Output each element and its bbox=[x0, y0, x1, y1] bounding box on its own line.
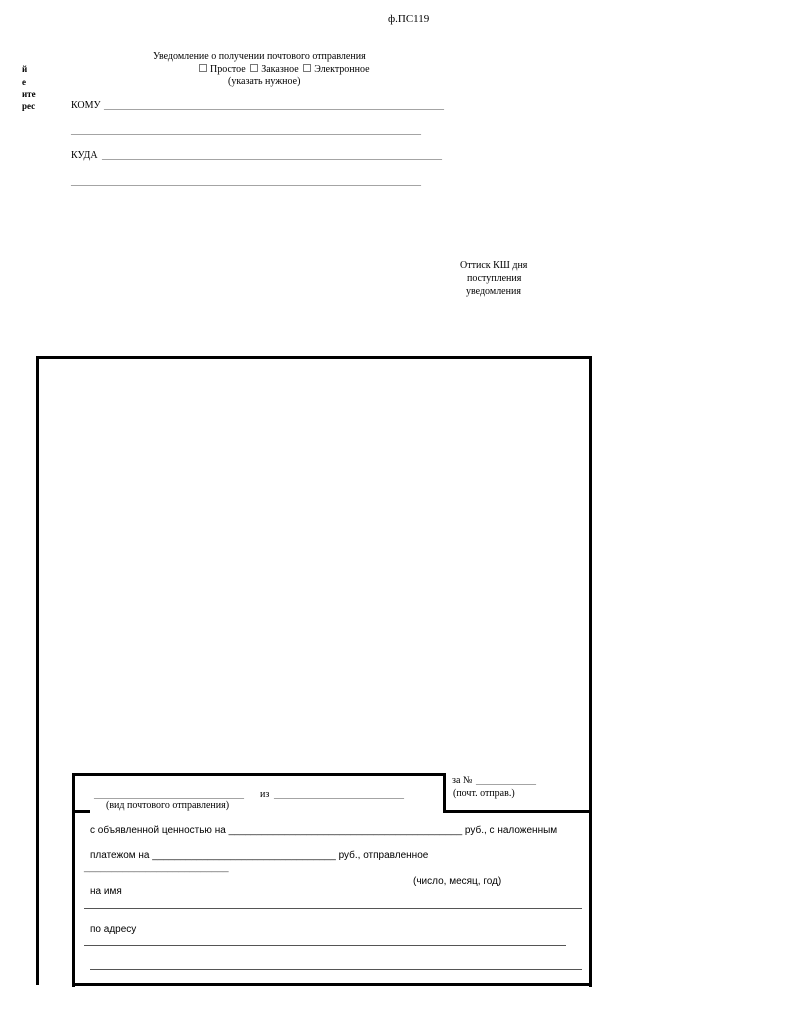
option-simple: Простое bbox=[210, 64, 246, 75]
item-type-line[interactable]: ______________________________ bbox=[94, 789, 244, 800]
where-line[interactable]: ____________________________________________________________________ bbox=[102, 150, 442, 161]
mail-type-options bbox=[197, 64, 370, 75]
cod-payment-row: платежом на _________________________________ руб., отправленное bbox=[90, 850, 429, 861]
option-registered: Заказное bbox=[261, 64, 299, 75]
date-line[interactable]: __________________________ bbox=[84, 862, 229, 873]
number-hint: (почт. отправ.) bbox=[453, 788, 515, 799]
name-line[interactable] bbox=[84, 908, 582, 909]
stamp-line-3: уведомления bbox=[466, 286, 521, 297]
where-line-2[interactable]: ______________________________________________________________________ bbox=[71, 176, 421, 187]
margin-fragment: рес bbox=[22, 101, 36, 111]
checkbox-registered[interactable] bbox=[250, 64, 258, 72]
where-label: КУДА bbox=[71, 150, 98, 161]
checkbox-simple[interactable] bbox=[199, 64, 207, 72]
frame-right-border bbox=[589, 356, 592, 987]
panel-divider bbox=[443, 773, 446, 813]
from-label: из bbox=[260, 789, 270, 800]
frame-left-border bbox=[36, 356, 39, 985]
panel-top-border bbox=[72, 773, 446, 776]
stamp-line-1: Оттиск КШ дня bbox=[460, 260, 528, 271]
address-line-2[interactable] bbox=[90, 969, 582, 970]
declared-value-row: с объявленной ценностью на __________________________________________ руб., с наложенным bbox=[90, 825, 558, 836]
to-label: КОМУ bbox=[71, 100, 101, 111]
to-line-2[interactable]: ______________________________________________________________________ bbox=[71, 125, 421, 136]
address-label: по адресу bbox=[90, 924, 137, 935]
number-line[interactable]: ____________ bbox=[476, 775, 536, 786]
stamp-line-2: поступления bbox=[467, 273, 522, 284]
margin-fragment: й bbox=[22, 64, 28, 74]
item-type-hint: (вид почтового отправления) bbox=[106, 800, 230, 811]
options-hint: (указать нужное) bbox=[228, 76, 301, 87]
margin-fragment: е bbox=[22, 77, 26, 87]
form-code: ф.ПС119 bbox=[388, 13, 430, 25]
panel-tab-border bbox=[443, 810, 592, 813]
to-line[interactable]: ____________________________________________________________________ bbox=[104, 100, 444, 111]
panel-tab-stub bbox=[72, 810, 90, 813]
number-label: за № bbox=[452, 775, 473, 786]
name-label: на имя bbox=[90, 886, 122, 897]
panel-left-border bbox=[72, 773, 75, 987]
frame-top-border bbox=[36, 356, 592, 359]
checkbox-electronic[interactable] bbox=[303, 64, 311, 72]
date-hint: (число, месяц, год) bbox=[413, 876, 502, 887]
option-electronic: Электронное bbox=[314, 64, 370, 75]
form-title: Уведомление о получении почтового отправления bbox=[153, 51, 366, 62]
from-line[interactable]: __________________________ bbox=[274, 789, 404, 800]
panel-bottom-border bbox=[72, 983, 592, 986]
address-line-1[interactable] bbox=[84, 945, 566, 946]
margin-fragment: ите bbox=[22, 89, 36, 99]
